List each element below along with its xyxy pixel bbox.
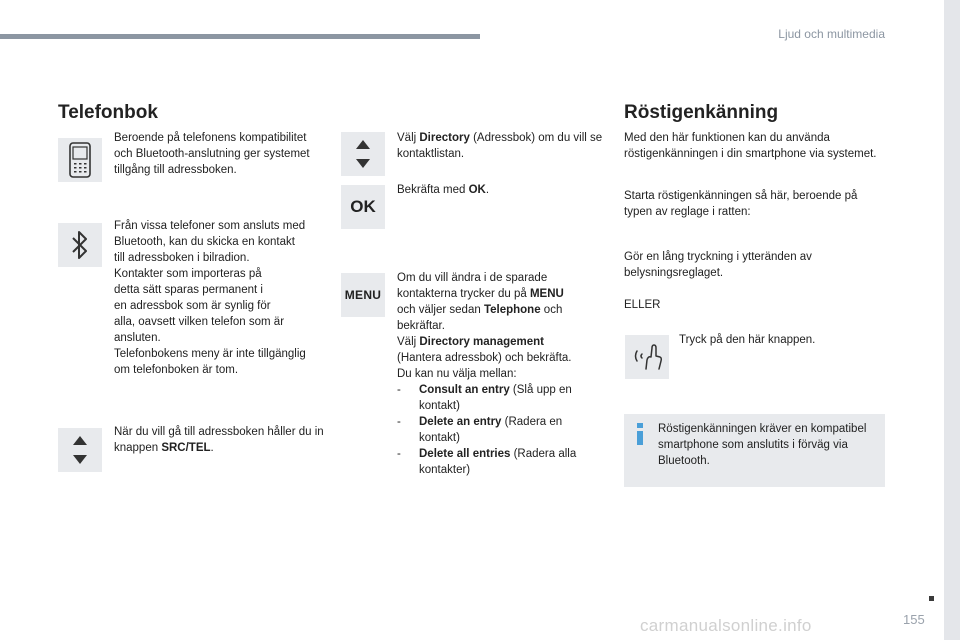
menu-instructions-text [397, 270, 612, 478]
press-button-text: Tryck på den här knappen. [679, 334, 816, 346]
text-line: Kontakter som importeras på [114, 268, 262, 280]
text-line [397, 302, 612, 318]
option-item [397, 382, 612, 398]
text-span: Välj [397, 336, 420, 348]
text-line: detta sätt sparas permanent i [114, 284, 263, 296]
ok-icon-label: OK [350, 197, 376, 216]
text-line: en adressbok som är synlig för [114, 300, 271, 312]
bluetooth-import-text [114, 218, 329, 378]
long-press-text: Gör en lång tryckning i ytteränden av belysningsreglaget. [624, 251, 812, 279]
text-line: ansluten. [114, 332, 161, 344]
section-title: Ljud och multimedia [778, 27, 885, 41]
phone-icon [58, 138, 102, 182]
text-line: Telefonbokens meny är inte tillgänglig [114, 348, 306, 360]
right-edge-bar [944, 0, 960, 640]
option-label: Delete all entries [419, 448, 511, 460]
text-line [397, 286, 612, 302]
text-span: kontakterna trycker du på [397, 288, 530, 300]
text-span: Välj [397, 132, 420, 144]
voice-command-icon [625, 335, 669, 379]
option-desc: (Radera alla [510, 448, 577, 460]
voice-intro-text: Med den här funktionen kan du använda röstigenkänningen i din smartphone via systemet. [624, 132, 877, 160]
confirm-ok-text [397, 182, 607, 198]
info-icon [636, 423, 644, 445]
text-span: . [485, 184, 490, 196]
header-rule [0, 34, 480, 39]
text-line: (Hantera adressbok) och bekräfta. [397, 352, 572, 364]
rostigenkanning-heading: Röstigenkänning [624, 102, 779, 123]
ok-button-icon [341, 185, 385, 229]
option-dash: - [397, 384, 401, 396]
text-line: Om du vill ändra i de sparade [397, 272, 548, 284]
text-span: Bekräfta med [397, 184, 469, 196]
option-dash: - [397, 416, 401, 428]
info-text: Röstigenkänningen kräver en kompatibel smartphone som anslutits i förväg via Bluetooth. [658, 423, 867, 467]
info-box [624, 414, 885, 487]
phonebook-compat-text: Beroende på telefonens kompatibilitet och Bluetooth-anslutning ger systemet tillgång till adressboken. [114, 132, 310, 176]
page-marker [929, 596, 934, 601]
option-item [397, 414, 612, 430]
page-number: 155 [903, 612, 925, 627]
option-desc-cont: kontakt) [419, 400, 460, 412]
text-span: . [210, 442, 214, 454]
telephone-label: Telephone [483, 304, 541, 316]
option-label: Consult an entry [419, 384, 510, 396]
menu-label: MENU [529, 288, 564, 300]
text-span: När du vill gå till adressboken håller du in knappen [114, 426, 324, 454]
voice-start-text: Starta röstigenkänningen så här, beroende på typen av reglage i ratten: [624, 190, 858, 218]
up-down-arrows-icon [341, 132, 385, 176]
bluetooth-icon [58, 223, 102, 267]
directory-label: Directory [419, 132, 470, 144]
src-tel-label: SRC/TEL [161, 442, 211, 454]
option-desc: (Slå upp en [509, 384, 572, 396]
src-tel-text [114, 424, 324, 456]
text-span: och [540, 304, 563, 316]
option-dash: - [397, 448, 401, 460]
text-span: (Adressbok) om du vill se kontaktlistan. [397, 132, 603, 160]
ok-label: OK [468, 184, 486, 196]
text-line [397, 334, 612, 350]
telefonbok-heading: Telefonbok [58, 102, 158, 123]
text-line: bekräftar. [397, 320, 445, 332]
text-span: och väljer sedan [397, 304, 484, 316]
text-line: Från vissa telefoner som ansluts med [114, 220, 306, 232]
option-desc: (Radera en [501, 416, 563, 428]
option-item [397, 446, 612, 462]
option-desc-cont: kontakt) [419, 432, 460, 444]
menu-icon-label: MENU [344, 288, 382, 302]
or-text: ELLER [624, 299, 661, 311]
menu-button-icon [341, 273, 385, 317]
text-line: Du kan nu välja mellan: [397, 368, 517, 380]
watermark: carmanualsonline.info [640, 616, 812, 635]
option-label: Delete an entry [419, 416, 502, 428]
up-down-arrows-icon [58, 428, 102, 472]
option-desc-cont: kontakter) [419, 464, 471, 476]
text-line: till adressboken i bilradion. [114, 252, 250, 264]
text-line: Bluetooth, kan du skicka en kontakt [114, 236, 295, 248]
text-line: om telefonboken är tom. [114, 364, 239, 376]
directory-management-label: Directory management [419, 336, 544, 348]
text-line: alla, oavsett vilken telefon som är [114, 316, 285, 328]
directory-text [397, 130, 607, 162]
